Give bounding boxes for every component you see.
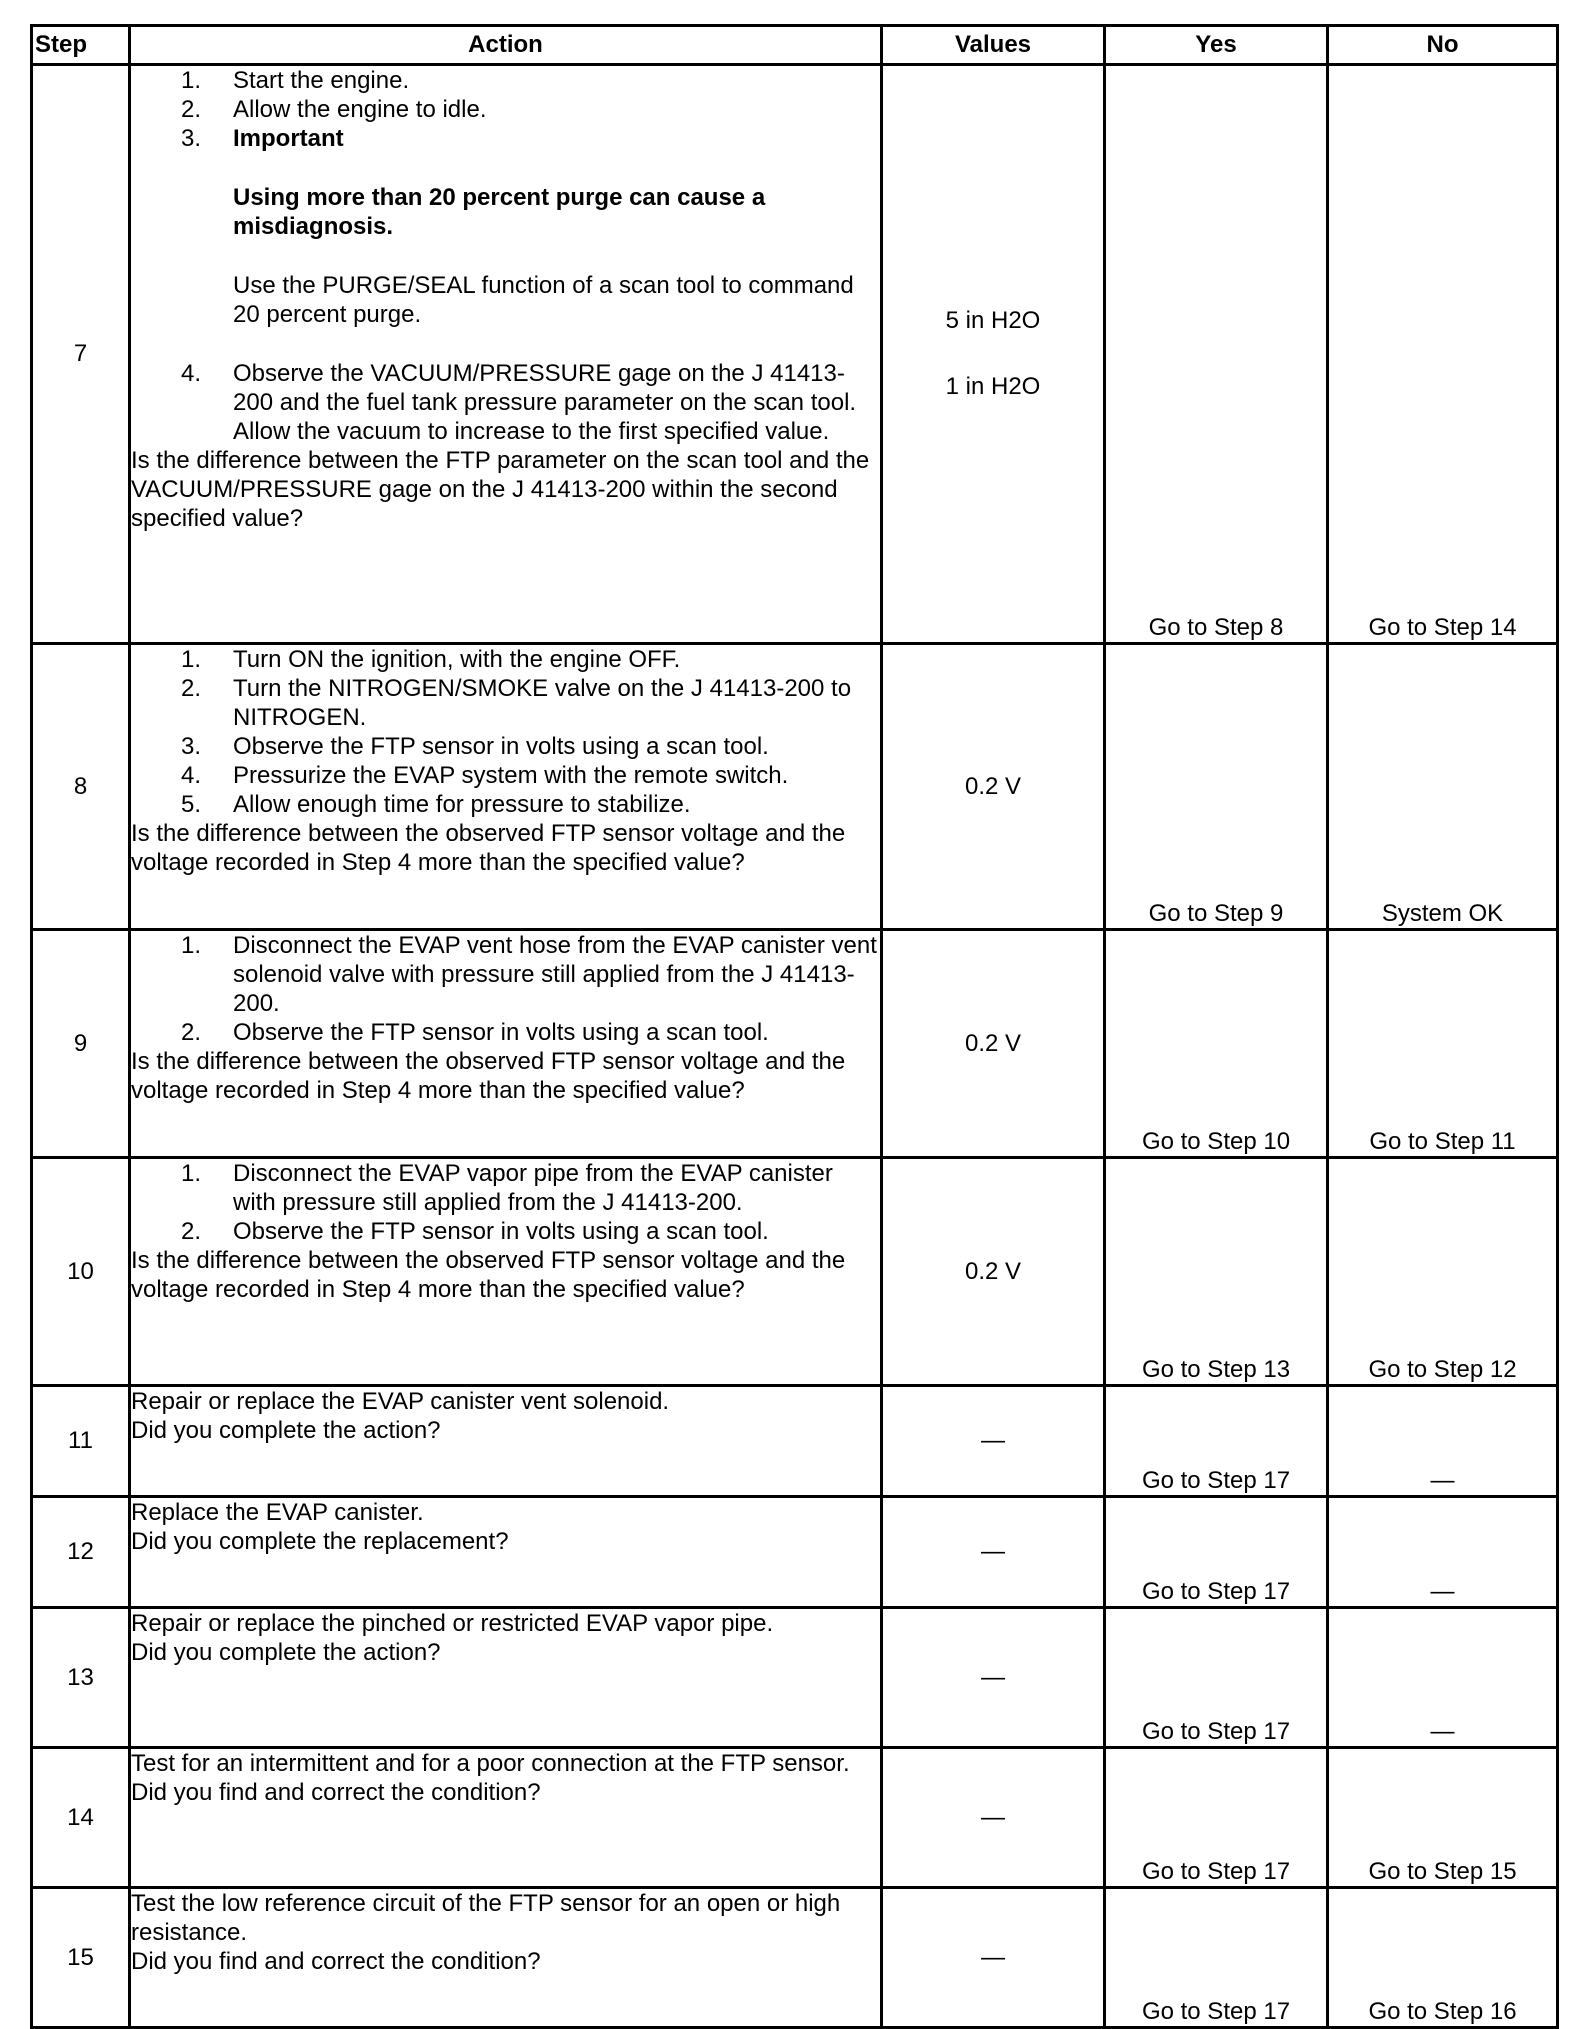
action-step: 1. Disconnect the EVAP vapor pipe from the EVAP canister with pressure still applied from the J 41413-200.	[181, 1160, 833, 1216]
yes-result: Go to Step 17	[1105, 1386, 1328, 1497]
values-cell: 0.2 V	[882, 1158, 1105, 1386]
action-cell	[130, 1608, 882, 1748]
action-steps	[131, 66, 880, 446]
yes-result: Go to Step 17	[1105, 1608, 1328, 1748]
values-cell: 0.2 V	[882, 930, 1105, 1158]
no-result: Go to Step 16	[1328, 1888, 1558, 2028]
table-row	[32, 1608, 1558, 1748]
table-row	[32, 1748, 1558, 1888]
action-cell	[130, 1386, 882, 1497]
yes-result: Go to Step 10	[1105, 930, 1328, 1158]
no-result: —	[1328, 1608, 1558, 1748]
action-step: 2. Turn the NITROGEN/SMOKE valve on the J 41413-200 to NITROGEN.	[181, 675, 852, 731]
no-result: —	[1328, 1497, 1558, 1608]
yes-result: Go to Step 17	[1105, 1888, 1328, 2028]
action-cell	[130, 1888, 882, 2028]
action-question: Is the difference between the observed FTP sensor voltage and the voltage recorded in Step 4 more than the specified value?	[131, 1247, 846, 1303]
action-header: Action	[130, 26, 882, 65]
table-row	[32, 1888, 1558, 2028]
action-question: Did you complete the replacement?	[131, 1528, 509, 1555]
action-text: Test for an intermittent and for a poor connection at the FTP sensor.	[131, 1750, 850, 1777]
action-step: 1. Turn ON the ignition, with the engine OFF.	[181, 646, 681, 673]
table-row	[32, 930, 1558, 1158]
values-header: Values	[882, 26, 1105, 65]
action-step: 3. Important Using more than 20 percent purge can cause a misdiagnosis. Use the PURGE/SEAL function of a scan tool to command 20 percent purge.	[131, 124, 880, 359]
step-number: 15	[32, 1888, 130, 2028]
table-row	[32, 644, 1558, 930]
yes-result: Go to Step 13	[1105, 1158, 1328, 1386]
step-header: Step	[32, 26, 130, 65]
values-cell: 0.2 V	[882, 644, 1105, 930]
action-step: 5. Allow enough time for pressure to stabilize.	[181, 791, 691, 818]
action-steps	[131, 1159, 880, 1246]
step-number: 14	[32, 1748, 130, 1888]
step-number: 7	[32, 65, 130, 644]
no-result: Go to Step 14	[1328, 65, 1558, 644]
action-step: 1. Disconnect the EVAP vent hose from the EVAP canister vent solenoid valve with pressure still applied from the J 41413-200.	[181, 932, 877, 1017]
step-number: 10	[32, 1158, 130, 1386]
action-text: Repair or replace the pinched or restricted EVAP vapor pipe.	[131, 1610, 774, 1637]
yes-result: Go to Step 8	[1105, 65, 1328, 644]
action-cell	[130, 930, 882, 1158]
yes-result: Go to Step 17	[1105, 1497, 1328, 1608]
action-step: 3. Observe the FTP sensor in volts using a scan tool.	[181, 733, 769, 760]
table-row	[32, 1386, 1558, 1497]
step-number: 11	[32, 1386, 130, 1497]
action-question: Is the difference between the FTP parameter on the scan tool and the VACUUM/PRESSURE gage on the J 41413-200 within the second specified value?	[131, 447, 870, 532]
action-cell	[130, 644, 882, 930]
action-question: Did you find and correct the condition?	[131, 1948, 541, 1975]
values-cell: —	[882, 1748, 1105, 1888]
action-text: Repair or replace the EVAP canister vent solenoid.	[131, 1388, 670, 1415]
table-row	[32, 65, 1558, 644]
no-result: Go to Step 12	[1328, 1158, 1558, 1386]
action-question: Is the difference between the observed FTP sensor voltage and the voltage recorded in Step 4 more than the specified value?	[131, 1048, 846, 1104]
yes-result: Go to Step 17	[1105, 1748, 1328, 1888]
values-cell: —	[882, 1386, 1105, 1497]
action-text: Replace the EVAP canister.	[131, 1499, 424, 1526]
action-question: Did you find and correct the condition?	[131, 1779, 541, 1806]
action-question: Is the difference between the observed FTP sensor voltage and the voltage recorded in Step 4 more than the specified value?	[131, 820, 846, 876]
table-row	[32, 1158, 1558, 1386]
step-number: 9	[32, 930, 130, 1158]
yes-header: Yes	[1105, 26, 1328, 65]
yes-result: Go to Step 9	[1105, 644, 1328, 930]
action-cell	[130, 1748, 882, 1888]
step-number: 8	[32, 644, 130, 930]
no-result: System OK	[1328, 644, 1558, 930]
no-result: —	[1328, 1386, 1558, 1497]
values-cell: —	[882, 1497, 1105, 1608]
values-cell: 5 in H2O 1 in H2O	[882, 65, 1105, 644]
step-number: 12	[32, 1497, 130, 1608]
action-step: 4. Pressurize the EVAP system with the remote switch.	[181, 762, 789, 789]
values-cell: —	[882, 1888, 1105, 2028]
warning-text: Using more than 20 percent purge can cause a misdiagnosis.	[233, 184, 766, 240]
table-row	[32, 1497, 1558, 1608]
action-text: Test the low reference circuit of the FTP sensor for an open or high resistance.	[131, 1890, 841, 1946]
action-step: 4. Observe the VACUUM/PRESSURE gage on the J 41413-200 and the fuel tank pressure parameter on the scan tool. Allow the vacuum to increase to the first specified value.	[181, 360, 857, 445]
action-step: 2. Observe the FTP sensor in volts using a scan tool.	[181, 1218, 769, 1245]
action-step: 2. Allow the engine to idle.	[181, 96, 487, 123]
action-cell	[130, 1497, 882, 1608]
note-text: Use the PURGE/SEAL function of a scan tool to command 20 percent purge.	[233, 272, 854, 328]
values-cell: —	[882, 1608, 1105, 1748]
action-cell	[130, 1158, 882, 1386]
action-steps	[131, 645, 880, 819]
action-question: Did you complete the action?	[131, 1417, 441, 1444]
action-step: 2. Observe the FTP sensor in volts using a scan tool.	[181, 1019, 769, 1046]
no-result: Go to Step 15	[1328, 1748, 1558, 1888]
action-step: 1. Start the engine.	[181, 67, 410, 94]
important-label: Important	[233, 125, 344, 152]
action-steps	[131, 931, 880, 1047]
no-header: No	[1328, 26, 1558, 65]
action-cell	[130, 65, 882, 644]
action-question: Did you complete the action?	[131, 1639, 441, 1666]
step-number: 13	[32, 1608, 130, 1748]
header-row	[32, 26, 1558, 65]
diagnostic-table	[30, 24, 1559, 2029]
no-result: Go to Step 11	[1328, 930, 1558, 1158]
